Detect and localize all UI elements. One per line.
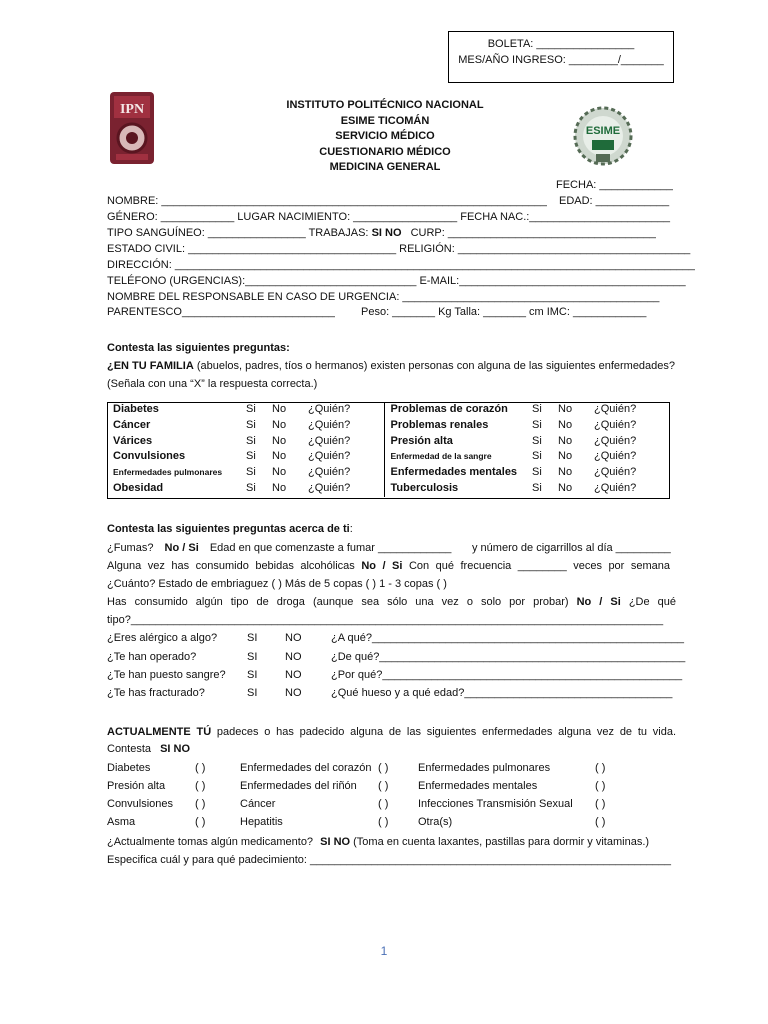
quien-field[interactable]: ¿Quién? bbox=[594, 450, 637, 463]
no-option[interactable]: No bbox=[272, 481, 287, 494]
alergico-a-que-field[interactable]: ¿A qué?___________________________________________________ bbox=[331, 632, 684, 644]
family-intro: Contesta las siguientes preguntas: bbox=[107, 342, 290, 354]
family-note: (Señala con una “X” la respuesta correcta.) bbox=[107, 378, 318, 390]
alergico-si[interactable]: SI bbox=[247, 632, 258, 644]
telefono-row[interactable]: TELÉFONO (URGENCIAS):____________________________ E-MAIL:_____________________________________ bbox=[107, 275, 686, 287]
no-option[interactable]: No bbox=[272, 434, 287, 447]
actual-rest: padeces o has padecido alguna de las siguientes enfermedades alguna vez de tu vida. bbox=[211, 726, 677, 738]
illness-checkbox[interactable]: ( ) bbox=[195, 816, 206, 828]
sangre-por-que-field[interactable]: ¿Por qué?_________________________________________________ bbox=[331, 669, 683, 681]
quien-field[interactable]: ¿Quién? bbox=[302, 402, 384, 418]
personal-title-bold: Contesta las siguientes preguntas acerca de ti bbox=[107, 523, 350, 535]
ipn-logo-text: IPN bbox=[119, 102, 145, 117]
si-option[interactable]: Si bbox=[246, 466, 256, 479]
esime-logo bbox=[572, 100, 634, 175]
fracturado-hueso-field[interactable]: ¿Qué hueso y a qué edad?__________________________________ bbox=[331, 687, 673, 699]
table-row bbox=[107, 418, 670, 434]
illness-label: Cáncer bbox=[240, 798, 276, 810]
direccion-field[interactable]: DIRECCIÓN: _____________________________________________________________________________________ bbox=[107, 259, 695, 271]
disease-label: Diabetes bbox=[113, 403, 159, 415]
si-option[interactable]: Si bbox=[246, 450, 256, 463]
quien-field[interactable]: ¿Quién? bbox=[302, 465, 384, 481]
illness-checkbox[interactable]: ( ) bbox=[195, 798, 206, 810]
table-row bbox=[107, 481, 670, 497]
fecha-field[interactable]: FECHA: ____________ bbox=[556, 179, 673, 191]
quien-field[interactable]: ¿Quién? bbox=[594, 403, 637, 415]
parentesco-field[interactable]: PARENTESCO_________________________ bbox=[107, 306, 335, 318]
droga-options[interactable]: No / Si bbox=[576, 596, 621, 608]
ingreso-field[interactable]: MES/AÑO INGRESO: ________/_______ bbox=[458, 54, 664, 66]
illness-label: Presión alta bbox=[107, 780, 166, 792]
boleta-box bbox=[448, 31, 674, 83]
disease-label: Obesidad bbox=[113, 481, 164, 494]
operado-label: ¿Te han operado? bbox=[107, 651, 197, 663]
illness-label: Otra(s) bbox=[418, 816, 453, 828]
disease-label: Enfermedad de la sangre bbox=[390, 451, 492, 462]
si-option[interactable]: Si bbox=[532, 466, 542, 479]
fumas-edad-field[interactable]: Edad en que comenzaste a fumar ____________ bbox=[209, 542, 452, 554]
disease-label: Várices bbox=[113, 434, 153, 447]
no-option[interactable]: No bbox=[272, 418, 287, 431]
alcohol-options[interactable]: No / Si bbox=[361, 560, 403, 572]
cigarrillos-field[interactable]: y número de cigarrillos al día _________ bbox=[472, 542, 671, 554]
responsable-field[interactable]: NOMBRE DEL RESPONSABLE EN CASO DE URGENCIA: __________________________________________ bbox=[107, 291, 660, 303]
illness-label: Asma bbox=[107, 816, 136, 828]
sangre-si[interactable]: SI bbox=[247, 669, 258, 681]
fracturado-no[interactable]: NO bbox=[285, 687, 302, 699]
service-name: SERVICIO MÉDICO bbox=[335, 130, 435, 142]
illness-checkbox[interactable]: ( ) bbox=[595, 780, 606, 792]
table-row bbox=[107, 402, 670, 418]
operado-si[interactable]: SI bbox=[247, 651, 258, 663]
medicamento-label: ¿Actualmente tomas algún medicamento? bbox=[107, 836, 314, 848]
disease-label: Presión alta bbox=[390, 434, 453, 447]
si-option[interactable]: Si bbox=[532, 481, 542, 494]
genero-row[interactable]: GÉNERO: ____________ LUGAR NACIMIENTO: _________________ FECHA NAC.:_______________________ bbox=[107, 211, 671, 223]
edad-field[interactable]: EDAD: ____________ bbox=[559, 195, 670, 207]
illness-label: Diabetes bbox=[107, 762, 151, 774]
table-row bbox=[107, 434, 670, 450]
form-title: CUESTIONARIO MÉDICO bbox=[319, 145, 451, 158]
institution-name: INSTITUTO POLITÉCNICO NACIONAL bbox=[286, 99, 484, 111]
disease-label: Enfermedades mentales bbox=[390, 466, 518, 479]
contesta-options[interactable]: SI NO bbox=[160, 743, 191, 755]
fracturado-si[interactable]: SI bbox=[247, 687, 258, 699]
illness-checkbox[interactable]: ( ) bbox=[378, 816, 389, 828]
si-option[interactable]: Si bbox=[532, 434, 542, 447]
illness-checkbox[interactable]: ( ) bbox=[595, 816, 606, 828]
si-option[interactable]: Si bbox=[246, 481, 256, 494]
droga-de-que-label: ¿De qué bbox=[628, 596, 676, 608]
form-header bbox=[240, 98, 530, 176]
family-question bbox=[107, 360, 675, 372]
no-option[interactable]: No bbox=[272, 450, 287, 463]
illness-checkbox[interactable]: ( ) bbox=[378, 780, 389, 792]
droga-label: Has consumido algún tipo de droga (aunque sea sólo una vez o solo por probar) bbox=[107, 596, 569, 608]
no-option[interactable]: No bbox=[558, 481, 573, 494]
alcohol-label: Alguna vez has consumido bebidas alcohólicas bbox=[107, 560, 355, 572]
sangre-label: ¿Te han puesto sangre? bbox=[107, 669, 226, 681]
disease-label: Cáncer bbox=[113, 418, 151, 431]
illness-label: Enfermedades pulmonares bbox=[418, 762, 551, 774]
table-row bbox=[107, 465, 670, 481]
operado-de-que-field[interactable]: ¿De qué?__________________________________________________ bbox=[331, 651, 686, 663]
si-option[interactable]: Si bbox=[532, 403, 542, 415]
illness-checkbox[interactable]: ( ) bbox=[595, 798, 606, 810]
page-number: 1 bbox=[380, 944, 388, 958]
illness-label: Enfermedades mentales bbox=[418, 780, 538, 792]
cuanto-row[interactable]: ¿Cuánto? Estado de embriaguez ( ) Más de 5 copas ( ) 1 - 3 copas ( ) bbox=[107, 578, 447, 590]
droga-tipo-field[interactable]: tipo?_______________________________________________________________________________________ bbox=[107, 614, 664, 626]
trabajas-options[interactable]: SI NO bbox=[371, 227, 402, 239]
operado-no[interactable]: NO bbox=[285, 651, 302, 663]
quien-field[interactable]: ¿Quién? bbox=[594, 434, 637, 447]
illness-label: Enfermedades del riñón bbox=[240, 780, 357, 792]
quien-field[interactable]: ¿Quién? bbox=[594, 481, 637, 494]
no-option[interactable]: No bbox=[272, 466, 287, 479]
fumas-label: ¿Fumas? bbox=[107, 542, 154, 554]
curp-field[interactable]: CURP: __________________________________ bbox=[410, 227, 656, 239]
quien-field[interactable]: ¿Quién? bbox=[302, 449, 384, 465]
illness-checkbox[interactable]: ( ) bbox=[378, 762, 389, 774]
tipo-sanguineo-field[interactable]: TIPO SANGUÍNEO: ________________ TRABAJAS: bbox=[107, 227, 369, 239]
esime-logo-text: ESIME bbox=[585, 125, 621, 137]
fumas-row bbox=[107, 542, 451, 554]
si-option[interactable]: Si bbox=[246, 434, 256, 447]
si-option[interactable]: Si bbox=[246, 418, 256, 431]
disease-label: Enfermedades pulmonares bbox=[113, 467, 223, 478]
actual-contesta bbox=[107, 743, 190, 755]
nombre-field[interactable]: NOMBRE: _______________________________________________________________ bbox=[107, 195, 547, 207]
fumas-options[interactable]: No / Si bbox=[164, 542, 199, 554]
form-subtitle: MEDICINA GENERAL bbox=[329, 161, 441, 173]
alcohol-frecuencia-field[interactable]: Con qué frecuencia ________ veces por semana bbox=[408, 560, 670, 572]
medicamento-options[interactable]: SI NO bbox=[320, 836, 351, 848]
estado-civil-row[interactable]: ESTADO CIVIL: __________________________________ RELIGIÓN: ______________________________________ bbox=[107, 243, 691, 255]
actual-bold: ACTUALMENTE TÚ bbox=[107, 726, 212, 738]
alergico-label: ¿Eres alérgico a algo? bbox=[107, 632, 218, 644]
illness-label: Enfermedades del corazón bbox=[240, 762, 372, 774]
si-option[interactable]: Si bbox=[532, 418, 542, 431]
disease-label: Problemas renales bbox=[390, 418, 489, 431]
table-row bbox=[107, 449, 670, 465]
illness-label: Infecciones Transmisión Sexual bbox=[418, 798, 573, 810]
si-option[interactable]: Si bbox=[246, 403, 256, 415]
peso-talla-imc-row[interactable]: Peso: _______ Kg Talla: _______ cm IMC: ____________ bbox=[361, 306, 647, 318]
disease-label: Tuberculosis bbox=[390, 481, 459, 494]
no-option[interactable]: No bbox=[558, 466, 573, 479]
droga-row bbox=[107, 596, 676, 608]
personal-title-colon: : bbox=[349, 523, 353, 535]
alcohol-row bbox=[107, 560, 670, 572]
no-option[interactable]: No bbox=[272, 403, 287, 415]
illness-checkbox[interactable]: ( ) bbox=[195, 780, 206, 792]
si-option[interactable]: Si bbox=[532, 450, 542, 463]
family-question-bold: ¿EN TU FAMILIA bbox=[107, 360, 194, 372]
tipo-sanguineo-row bbox=[107, 227, 656, 239]
no-option[interactable]: No bbox=[558, 450, 573, 463]
quien-field[interactable]: ¿Quién? bbox=[594, 418, 637, 431]
fracturado-label: ¿Te has fracturado? bbox=[107, 687, 205, 699]
no-option[interactable]: No bbox=[558, 418, 573, 431]
alergico-no[interactable]: NO bbox=[285, 632, 302, 644]
contesta-label: Contesta bbox=[107, 743, 152, 755]
school-name: ESIME TICOMÁN bbox=[340, 114, 430, 127]
illness-label: Hepatitis bbox=[240, 816, 283, 828]
illness-checkbox[interactable]: ( ) bbox=[195, 762, 206, 774]
illness-checkbox[interactable]: ( ) bbox=[595, 762, 606, 774]
family-history-table bbox=[107, 402, 670, 497]
quien-field[interactable]: ¿Quién? bbox=[302, 418, 384, 434]
medicamento-note: (Toma en cuenta laxantes, pastillas para dormir y vitaminas.) bbox=[350, 836, 650, 848]
family-question-rest: (abuelos, padres, tíos o hermanos) existen personas con alguna de las siguientes enfermedades? bbox=[193, 360, 676, 372]
actual-question bbox=[107, 726, 676, 738]
ipn-logo bbox=[106, 90, 158, 169]
disease-label: Convulsiones bbox=[113, 450, 186, 463]
personal-title bbox=[107, 523, 353, 535]
no-option[interactable]: No bbox=[558, 434, 573, 447]
boleta-field[interactable]: BOLETA: ________________ bbox=[487, 38, 635, 50]
quien-field[interactable]: ¿Quién? bbox=[302, 481, 384, 497]
disease-label: Problemas de corazón bbox=[390, 403, 508, 415]
no-option[interactable]: No bbox=[558, 403, 573, 415]
illness-label: Convulsiones bbox=[107, 798, 174, 810]
sangre-no[interactable]: NO bbox=[285, 669, 302, 681]
especifica-field[interactable]: Especifica cuál y para qué padecimiento: ___________________________________________________________ bbox=[107, 854, 671, 866]
quien-field[interactable]: ¿Quién? bbox=[594, 466, 637, 479]
medicamento-row bbox=[107, 836, 649, 848]
quien-field[interactable]: ¿Quién? bbox=[302, 434, 384, 450]
illness-checkbox[interactable]: ( ) bbox=[378, 798, 389, 810]
